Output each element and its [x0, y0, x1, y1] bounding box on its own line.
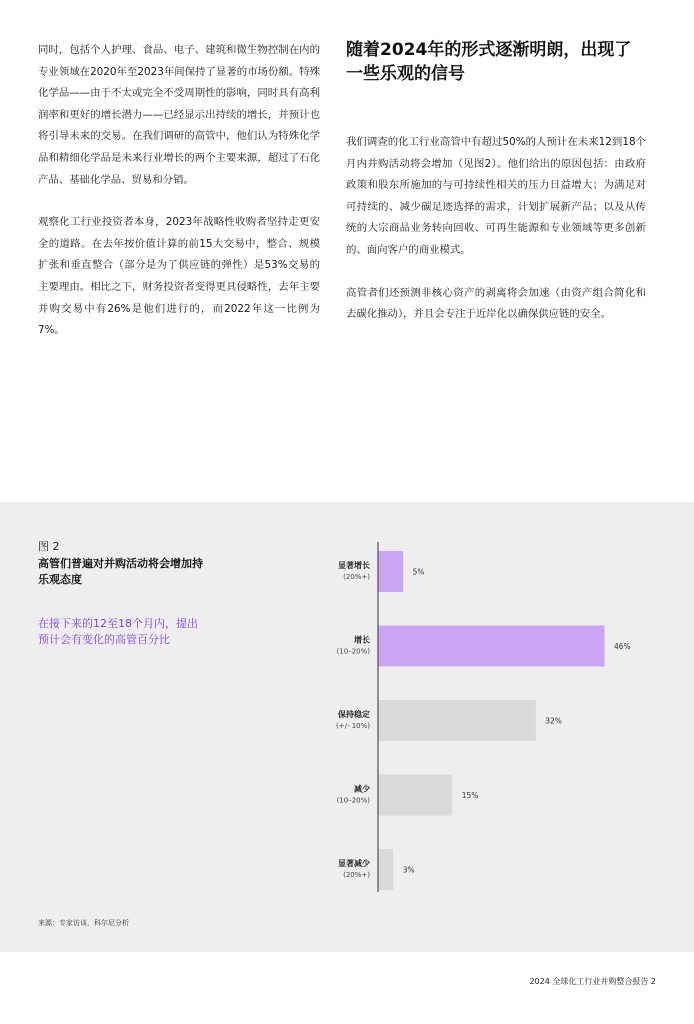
bar: [379, 700, 536, 741]
page-footer: 2024 全球化工行业并购整合报告 2: [529, 977, 656, 986]
category-label: 显著增长: [338, 561, 370, 570]
category-sublabel: (10–20%): [336, 647, 370, 656]
data-label: 15%: [461, 791, 479, 800]
data-label: 5%: [412, 567, 425, 577]
figure-title: 高管们普遍对并购活动将会增加持乐观态度: [38, 557, 203, 586]
bar: [379, 626, 605, 667]
bar: [379, 551, 404, 592]
bar: [379, 849, 394, 890]
section-heading: 随着2024年的形式逐渐明朗，出现了一些乐观的信号: [346, 40, 632, 84]
figure-label: 图 2: [38, 540, 60, 553]
category-sublabel: (20%+): [343, 871, 370, 879]
category-label: 显著减少: [338, 859, 370, 868]
bar-chart: [300, 540, 640, 900]
data-label: 3%: [402, 865, 415, 875]
figure-source: 来源：专家访谈，科尔尼分析: [38, 919, 129, 927]
category-label: 保持稳定: [338, 710, 370, 719]
category-label: 增长: [354, 635, 370, 645]
category-sublabel: (+/- 10%): [336, 722, 370, 730]
right-column: [346, 38, 646, 347]
left-column: [38, 40, 320, 363]
category-sublabel: (10–20%): [336, 796, 370, 805]
body-paragraph: 观察化工行业投资者本身，2023年战略性收购者坚持走更安全的道路。在去年按价值计算的前15大交易中，整合、规模扩张和垂直整合（部分是为了供应链的弹性）是53%交易的主要理由。相比之下，财务投资者变得更具侵略性，去年主要并购交易中有26%是他们进行的，而2022年这一比例为7%。: [38, 216, 320, 337]
bar: [379, 775, 453, 816]
body-paragraph: 高管者们还预测非核心资产的剥离将会加速（由资产组合简化和去碳化推动），并且会专注于近岸化以确保供应链的安全。: [346, 286, 646, 321]
figure-subtitle: 在接下来的12至18个月内，提出预计会有变化的高管百分比: [38, 617, 198, 646]
category-label: 减少: [354, 784, 370, 794]
body-paragraph: 我们调查的化工行业高管中有超过50%的人预计在未来12到18个月内并购活动将会增加（见图2）。他们给出的原因包括：由政府政策和股东所施加的与可持续性相关的压力日益增大；为满足对可持续的、减少碳足迹选择的需求，计划扩展新产品；以及从传统的大宗商品业务转向回收、可再生能源和专业领域等更多创新的、面向客户的商业模式。: [346, 136, 646, 256]
category-sublabel: (20%+): [343, 573, 370, 581]
data-label: 32%: [545, 716, 562, 726]
body-paragraph: 同时，包括个人护理、食品、电子、建筑和微生物控制在内的专业领域在2020年至2023年间保持了显著的市场份额。特殊化学品——由于不太或完全不受周期性的影响，同时具有高利润率和更好的增长潜力——已经显示出持续的增长，并预计也将引导未来的交易。在我们调研的高管中，他们认为特殊化学品和精细化学品是未来行业增长的两个主要来源，超过了石化产品、基础化学品、贸易和分销。: [38, 44, 320, 186]
data-label: 46%: [614, 642, 631, 651]
